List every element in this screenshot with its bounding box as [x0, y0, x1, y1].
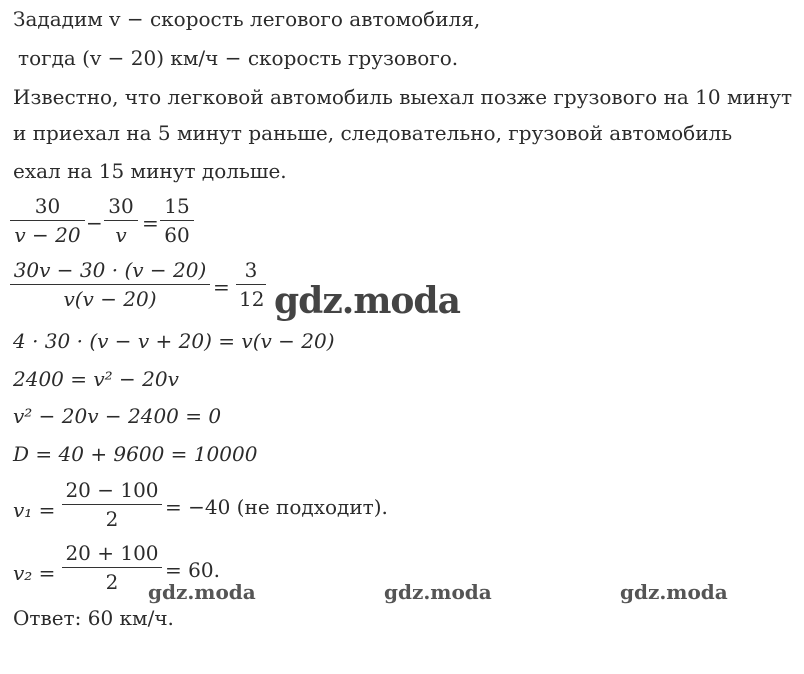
- eq1-minus: −: [86, 211, 103, 235]
- eq2-f1-numerator: 30v − 30 · (v − 20): [13, 258, 207, 282]
- watermark-small-2: gdz.moda: [384, 580, 492, 604]
- eq4: 2400 = v² − 20v: [13, 367, 179, 391]
- eq7-denominator: 2: [105, 507, 119, 531]
- eq1-f2-numerator: 30: [108, 194, 134, 218]
- intro-line-2: тогда (v − 20) км/ч − скорость грузового.: [18, 46, 459, 70]
- eq1-equals: =: [142, 211, 159, 235]
- watermark-large: gdz.moda: [274, 280, 460, 322]
- eq2-f2-denominator: 12: [239, 287, 265, 311]
- eq1-f1-denominator: v − 20: [14, 223, 81, 247]
- eq8-numerator: 20 + 100: [65, 541, 159, 565]
- eq7-numerator: 20 − 100: [65, 478, 159, 502]
- eq2-f1-denominator: v(v − 20): [63, 287, 157, 311]
- eq1-f2-denominator: v: [115, 223, 127, 247]
- eq1-f3-denominator: 60: [164, 223, 190, 247]
- eq8-lhs: v₂ =: [13, 561, 56, 585]
- eq2-f2-numerator: 3: [244, 258, 258, 282]
- eq2-fraction-2: [236, 258, 266, 311]
- eq7-fraction: [62, 478, 162, 531]
- eq6: D = 40 + 9600 = 10000: [13, 442, 258, 466]
- intro-line-3: Известно, что легковой автомобиль выехал позже грузового на 10 минут: [13, 85, 793, 109]
- eq1-fraction-1: [10, 194, 85, 247]
- eq8-rhs: = 60.: [165, 558, 220, 582]
- eq7-lhs: v₁ =: [13, 498, 56, 522]
- eq2-fraction-1: [10, 258, 210, 311]
- answer: Ответ: 60 км/ч.: [13, 606, 174, 630]
- eq8-fraction: [62, 541, 162, 594]
- eq1-fraction-3: [160, 194, 194, 247]
- eq1-fraction-2: [104, 194, 138, 247]
- intro-line-1: Зададим v − скорость легового автомобиля,: [13, 7, 481, 31]
- intro-line-4: и приехал на 5 минут раньше, следовательно, грузовой автомобиль: [13, 121, 733, 145]
- eq3: 4 · 30 · (v − v + 20) = v(v − 20): [13, 329, 335, 353]
- watermark-small-1: gdz.moda: [148, 580, 256, 604]
- eq5: v² − 20v − 2400 = 0: [13, 404, 222, 428]
- eq1-f3-numerator: 15: [164, 194, 190, 218]
- intro-line-5: ехал на 15 минут дольше.: [13, 159, 287, 183]
- eq7-rhs: = −40 (не подходит).: [165, 495, 388, 519]
- eq8-denominator: 2: [105, 570, 119, 594]
- watermark-small-3: gdz.moda: [620, 580, 728, 604]
- eq1-f1-numerator: 30: [34, 194, 61, 218]
- eq2-equals: =: [213, 275, 230, 299]
